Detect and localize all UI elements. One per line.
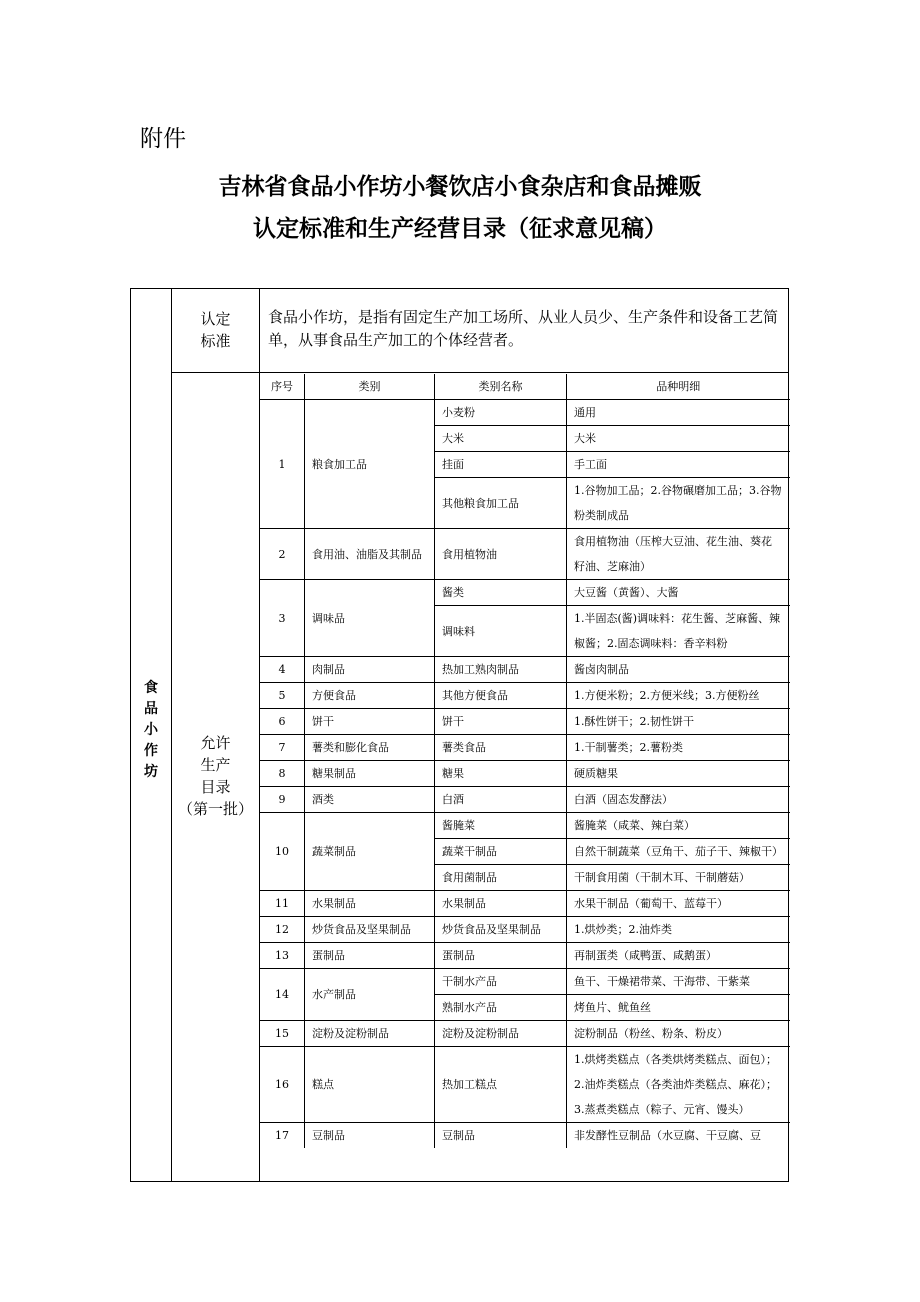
item-detail: 食用植物油（压榨大豆油、花生油、葵花籽油、芝麻油）	[567, 529, 790, 580]
table-row	[260, 657, 790, 683]
row-number: 9	[260, 787, 305, 813]
item-name: 其他粮食加工品	[435, 478, 567, 529]
row-category: 糖果制品	[305, 761, 435, 787]
item-name: 干制水产品	[435, 969, 567, 995]
table-row	[260, 400, 790, 426]
row-number: 13	[260, 943, 305, 969]
item-name: 糖果	[435, 761, 567, 787]
item-name: 炒货食品及坚果制品	[435, 917, 567, 943]
row-number: 16	[260, 1047, 305, 1123]
item-detail: 酱卤肉制品	[567, 657, 790, 683]
item-detail: 再制蛋类（咸鸭蛋、咸鹅蛋）	[567, 943, 790, 969]
row-category: 粮食加工品	[305, 400, 435, 529]
row-number: 1	[260, 400, 305, 529]
standard-label	[172, 308, 259, 352]
item-name: 挂面	[435, 452, 567, 478]
table-row	[260, 969, 790, 995]
item-name: 小麦粉	[435, 400, 567, 426]
row-divider	[171, 372, 789, 373]
item-detail: 水果干制品（葡萄干、蓝莓干）	[567, 891, 790, 917]
side-char: 坊	[144, 764, 158, 780]
item-detail: 1.干制薯类；2.薯粉类	[567, 735, 790, 761]
item-name: 其他方便食品	[435, 683, 567, 709]
row-number: 2	[260, 529, 305, 580]
item-name: 热加工熟肉制品	[435, 657, 567, 683]
table-row	[260, 787, 790, 813]
item-name: 蔬菜干制品	[435, 839, 567, 865]
item-detail: 非发酵性豆制品（水豆腐、干豆腐、豆	[567, 1123, 790, 1149]
catalog-label	[172, 732, 259, 820]
row-category: 酒类	[305, 787, 435, 813]
item-detail: 大米	[567, 426, 790, 452]
catalog-label-line: （第一批）	[177, 800, 253, 818]
side-category-label	[140, 678, 162, 783]
item-name: 食用植物油	[435, 529, 567, 580]
row-category: 薯类和膨化食品	[305, 735, 435, 761]
item-detail: 1.烘烤类糕点（各类烘烤类糕点、面包）；2.油炸类糕点（各类油炸类糕点、麻花）；3.蒸煮类糕点（粽子、元宵、馒头）	[567, 1047, 790, 1123]
table-row	[260, 1123, 790, 1149]
side-char: 品	[144, 701, 158, 717]
catalog-label-line: 生产	[200, 756, 231, 774]
header-cell: 品种明细	[567, 374, 790, 400]
item-detail: 自然干制蔬菜（豆角干、茄子干、辣椒干）	[567, 839, 790, 865]
header-cell: 类别名称	[435, 374, 567, 400]
item-name: 淀粉及淀粉制品	[435, 1021, 567, 1047]
header-cell: 类别	[305, 374, 435, 400]
row-category: 饼干	[305, 709, 435, 735]
item-detail: 鱼干、干燥裙带菜、干海带、干紫菜	[567, 969, 790, 995]
row-category: 糕点	[305, 1047, 435, 1123]
document-title-line2: 认定标准和生产经营目录（征求意见稿）	[253, 216, 667, 242]
table-row	[260, 761, 790, 787]
item-name: 调味料	[435, 606, 567, 657]
row-number: 14	[260, 969, 305, 1021]
row-number: 7	[260, 735, 305, 761]
table-row	[260, 1021, 790, 1047]
item-name: 饼干	[435, 709, 567, 735]
row-number: 12	[260, 917, 305, 943]
row-category: 水果制品	[305, 891, 435, 917]
item-detail: 1.烘炒类；2.油炸类	[567, 917, 790, 943]
document-title-line1: 吉林省食品小作坊小餐饮店小食杂店和食品摊贩	[218, 174, 702, 200]
item-detail: 1.方便米粉；2.方便米线；3.方便粉丝	[567, 683, 790, 709]
row-number: 6	[260, 709, 305, 735]
standard-definition: 食品小作坊，是指有固定生产加工场所、从业人员少、生产条件和设备工艺简单，从事食品生产加工的个体经营者。	[268, 308, 779, 349]
table-row	[260, 735, 790, 761]
item-name: 大米	[435, 426, 567, 452]
item-detail: 1.酥性饼干；2.韧性饼干	[567, 709, 790, 735]
item-name: 熟制水产品	[435, 995, 567, 1021]
item-detail: 酱腌菜（咸菜、辣白菜）	[567, 813, 790, 839]
side-char: 作	[144, 743, 158, 759]
catalog-label-line: 目录	[200, 778, 231, 796]
table-row	[260, 709, 790, 735]
item-detail: 1.谷物加工品；2.谷物碾磨加工品；3.谷物粉类制成品	[567, 478, 790, 529]
row-category: 豆制品	[305, 1123, 435, 1149]
item-detail: 大豆酱（黄酱）、大酱	[567, 580, 790, 606]
row-number: 17	[260, 1123, 305, 1149]
standard-label-line: 认定	[200, 310, 231, 328]
item-name: 豆制品	[435, 1123, 567, 1149]
item-name: 热加工糕点	[435, 1047, 567, 1123]
attachment-label: 附件	[140, 126, 186, 152]
item-detail: 1.半固态(酱)调味料：花生酱、芝麻酱、辣椒酱；2.固态调味料：香辛料粉	[567, 606, 790, 657]
table-row	[260, 943, 790, 969]
table-row	[260, 813, 790, 839]
item-name: 白酒	[435, 787, 567, 813]
item-detail: 干制食用菌（干制木耳、干制蘑菇）	[567, 865, 790, 891]
item-detail: 淀粉制品（粉丝、粉条、粉皮）	[567, 1021, 790, 1047]
row-category: 水产制品	[305, 969, 435, 1021]
row-number: 11	[260, 891, 305, 917]
row-category: 肉制品	[305, 657, 435, 683]
row-category: 蔬菜制品	[305, 813, 435, 891]
row-category: 蛋制品	[305, 943, 435, 969]
row-number: 10	[260, 813, 305, 891]
item-detail: 烤鱼片、鱿鱼丝	[567, 995, 790, 1021]
item-name: 蛋制品	[435, 943, 567, 969]
production-catalog-table	[259, 374, 790, 1148]
item-name: 酱腌菜	[435, 813, 567, 839]
table-row	[260, 580, 790, 606]
header-cell: 序号	[260, 374, 305, 400]
row-number: 5	[260, 683, 305, 709]
item-detail: 硬质糖果	[567, 761, 790, 787]
table-row	[260, 529, 790, 580]
row-number: 4	[260, 657, 305, 683]
item-detail: 白酒（固态发酵法）	[567, 787, 790, 813]
row-number: 15	[260, 1021, 305, 1047]
item-name: 酱类	[435, 580, 567, 606]
standard-label-line: 标准	[200, 332, 231, 350]
row-number: 8	[260, 761, 305, 787]
table-header-row	[260, 374, 790, 400]
item-name: 食用菌制品	[435, 865, 567, 891]
row-category: 食用油、油脂及其制品	[305, 529, 435, 580]
row-category: 调味品	[305, 580, 435, 657]
table-row	[260, 917, 790, 943]
item-detail: 手工面	[567, 452, 790, 478]
row-number: 3	[260, 580, 305, 657]
item-name: 薯类食品	[435, 735, 567, 761]
item-name: 水果制品	[435, 891, 567, 917]
row-category: 方便食品	[305, 683, 435, 709]
catalog-label-line: 允许	[200, 734, 231, 752]
side-char: 小	[144, 722, 158, 738]
table-row	[260, 1047, 790, 1123]
table-row	[260, 683, 790, 709]
row-category: 炒货食品及坚果制品	[305, 917, 435, 943]
item-detail: 通用	[567, 400, 790, 426]
side-char: 食	[144, 680, 158, 696]
table-row	[260, 891, 790, 917]
row-category: 淀粉及淀粉制品	[305, 1021, 435, 1047]
